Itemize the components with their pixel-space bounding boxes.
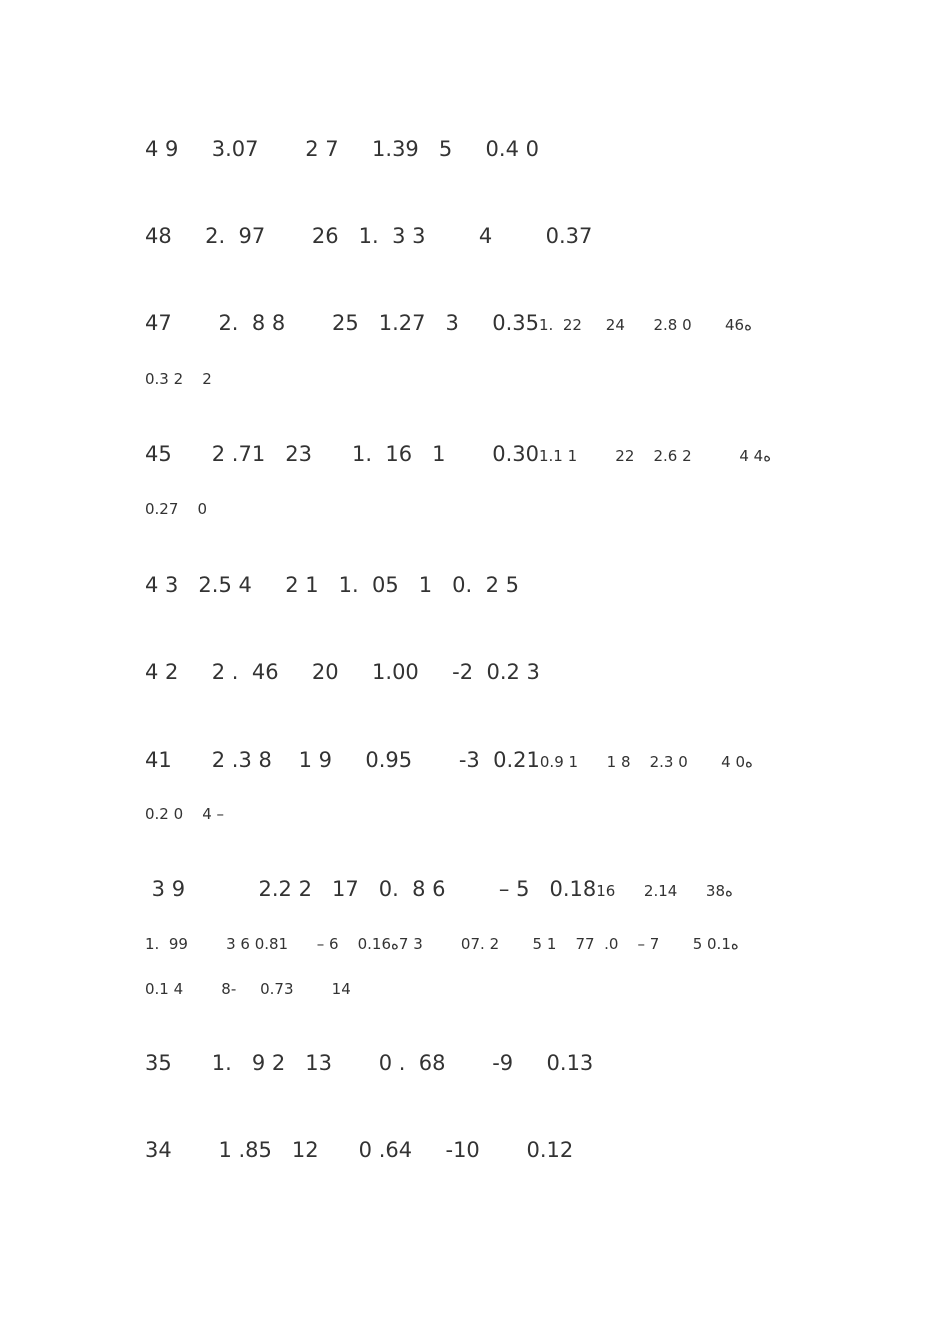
text-line-5: 45 2 .71 23 1. 16 1 0.301.1 1 22 2.6 2 4 4ه — [145, 442, 772, 466]
text-line-3: 47 2. 8 8 25 1.27 3 0.351. 22 24 2.8 0 46ه — [145, 311, 752, 335]
text-line-2: 48 2. 97 26 1. 3 3 4 0.37 — [145, 224, 593, 248]
text-line-12: 1. 99 3 6 ه0.1 5 7 – 0. 77 1 5 2 .07 3 7ه0.16 6 – 0.81 — [145, 935, 739, 953]
text-line-13: 0.1 4 8- 0.73 14 — [145, 980, 351, 998]
text-line-11: 3 9 2.2 2 17 0. 8 6 – 5 0.1816 2.14 38ه — [145, 877, 733, 901]
text-line-10: 0.2 0 4 – — [145, 805, 225, 823]
text-line-6: 0.27 0 — [145, 500, 208, 518]
text-line-7: 4 3 2.5 4 2 1 1. 05 1 0. 2 5 — [145, 573, 519, 597]
text-line-4: 0.3 2 2 — [145, 370, 212, 388]
text-line-8: 4 2 2 . 46 20 1.00 -2 0.2 3 — [145, 660, 540, 684]
text-line-9: 41 2 .3 8 1 9 0.95 -3 0.210.9 1 1 8 2.3 0 4 0ه — [145, 748, 753, 772]
text-line-1: 4 9 3.07 2 7 1.39 5 0.4 0 — [145, 137, 539, 161]
text-line-15: 34 1 .85 12 0 .64 -10 0.12 — [145, 1138, 574, 1162]
text-line-14: 35 1. 9 2 13 0 . 68 -9 0.13 — [145, 1051, 594, 1075]
